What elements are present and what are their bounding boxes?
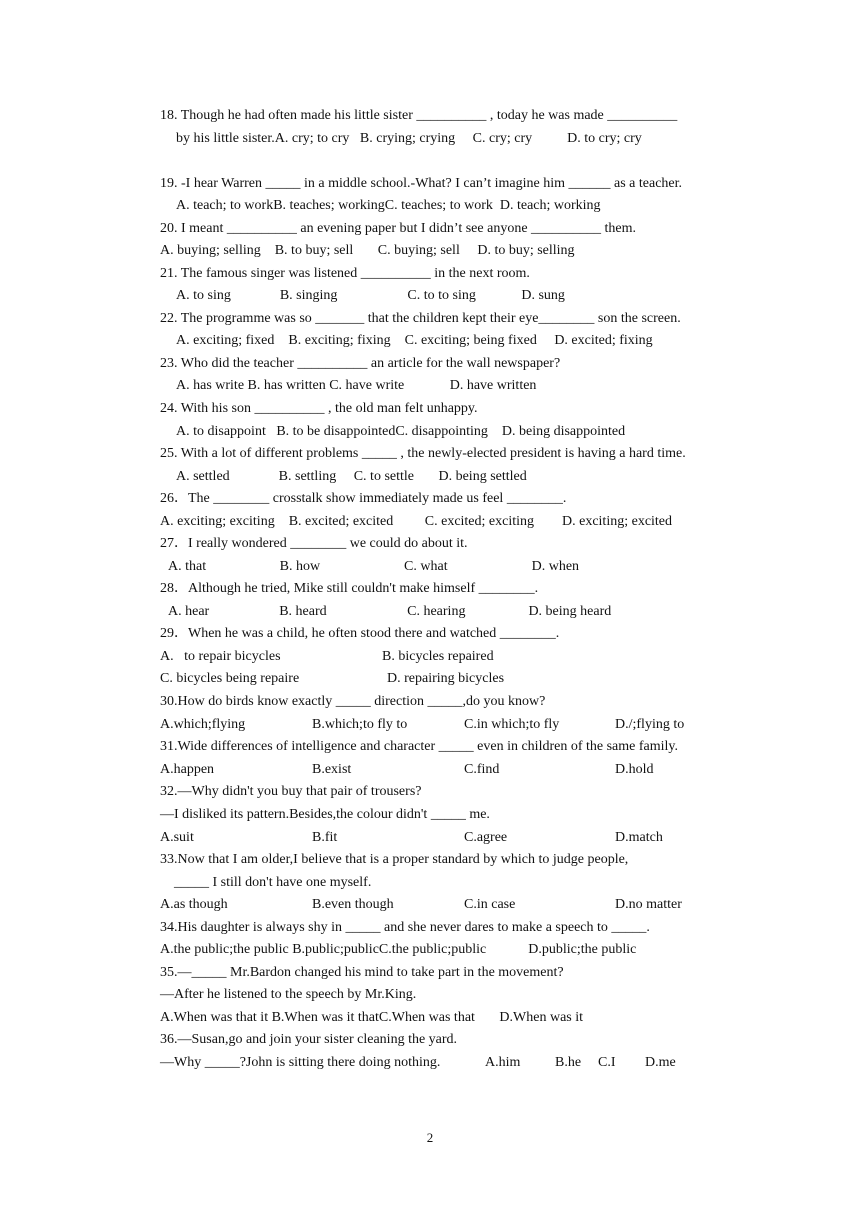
question-27: 27．I really wondered ________ we could do about it. xyxy=(160,536,468,551)
question-29: 29．When he was a child, he often stood there and watched ________. xyxy=(160,626,560,641)
question-30: 30.How do birds know exactly _____ direction _____,do you know? xyxy=(160,694,546,709)
question-20: 20. I meant __________ an evening paper but I didn’t see anyone __________ them. xyxy=(160,221,637,236)
question-27-options: A. that B. how C. what D. when xyxy=(168,559,580,574)
question-18: 18. Though he had often made his little sister __________ , today he was made __________ xyxy=(160,108,678,123)
question-35: 35.—_____ Mr.Bardon changed his mind to take part in the movement? xyxy=(160,965,564,980)
question-31: 31.Wide differences of intelligence and character _____ even in children of the same family. xyxy=(160,739,678,754)
question-33-option-a: A.as though xyxy=(160,897,228,912)
question-32-option-a: A.suit xyxy=(160,830,194,845)
question-32-option-d: D.match xyxy=(615,830,663,845)
question-30-option-d: D./;flying to xyxy=(615,717,685,732)
question-28-options: A. hear B. heard C. hearing D. being heard xyxy=(168,604,612,619)
question-26: 26．The ________ crosstalk show immediately made us feel ________. xyxy=(160,491,567,506)
question-20-options: A. buying; selling B. to buy; sell C. buying; sell D. to buy; selling xyxy=(160,243,575,258)
question-26-options: A. exciting; exciting B. excited; excited C. excited; exciting D. exciting; excited xyxy=(160,514,673,529)
question-35-options: A.When was that it B.When was it thatC.When was that D.When was it xyxy=(160,1010,584,1025)
question-31-option-d: D.hold xyxy=(615,762,654,777)
question-33-option-d: D.no matter xyxy=(615,897,682,912)
question-31-option-c: C.find xyxy=(464,762,500,777)
question-23: 23. Who did the teacher __________ an article for the wall newspaper? xyxy=(160,356,561,371)
question-32: 32.—Why didn't you buy that pair of trousers? xyxy=(160,784,422,799)
question-32-option-c: C.agree xyxy=(464,830,508,845)
question-30-option-b: B.which;to fly to xyxy=(312,717,408,732)
question-29-option-a: A. to repair bicycles xyxy=(160,649,281,664)
question-30-option-a: A.which;flying xyxy=(160,717,246,732)
question-36: 36.—Susan,go and join your sister cleaning the yard. xyxy=(160,1032,458,1047)
question-23-options: A. has write B. has written C. have write D. have written xyxy=(176,378,537,393)
question-31-option-b: B.exist xyxy=(312,762,352,777)
question-21-options: A. to sing B. singing C. to to sing D. sung xyxy=(176,288,565,303)
page-number: 2 xyxy=(426,1130,434,1145)
question-36-option-b: B.he xyxy=(555,1055,582,1070)
question-29-option-d: D. repairing bicycles xyxy=(387,671,505,686)
question-30-option-c: C.in which;to fly xyxy=(464,717,560,732)
question-22-options: A. exciting; fixed B. exciting; fixing C. exciting; being fixed D. excited; fixing xyxy=(176,333,653,348)
question-36-reply: —Why _____?John is sitting there doing nothing. xyxy=(160,1055,441,1070)
question-32-option-b: B.fit xyxy=(312,830,338,845)
question-29-option-c: C. bicycles being repaire xyxy=(160,671,300,686)
question-31-option-a: A.happen xyxy=(160,762,215,777)
question-33-option-c: C.in case xyxy=(464,897,516,912)
question-24: 24. With his son __________ , the old man felt unhappy. xyxy=(160,401,478,416)
question-19: 19. -I hear Warren _____ in a middle school.-What? I can’t imagine him ______ as a teacher. xyxy=(160,176,683,191)
question-19-options: A. teach; to workB. teaches; workingC. teaches; to work D. teach; working xyxy=(176,198,601,213)
question-25-options: A. settled B. settling C. to settle D. being settled xyxy=(176,469,527,484)
question-36-option-a: A.him xyxy=(485,1055,521,1070)
question-33-option-b: B.even though xyxy=(312,897,394,912)
question-33: 33.Now that I am older,I believe that is a proper standard by which to judge people, xyxy=(160,852,629,867)
question-35-reply: —After he listened to the speech by Mr.King. xyxy=(160,987,417,1002)
question-21: 21. The famous singer was listened __________ in the next room. xyxy=(160,266,530,281)
question-33-continued: _____ I still don't have one myself. xyxy=(174,875,372,890)
question-24-options: A. to disappoint B. to be disappointedC. disappointing D. being disappointed xyxy=(176,424,626,439)
question-18-options: by his little sister.A. cry; to cry B. crying; crying C. cry; cry D. to cry; cry xyxy=(176,131,642,146)
question-29-option-b: B. bicycles repaired xyxy=(382,649,494,664)
question-34: 34.His daughter is always shy in _____ and she never dares to make a speech to _____. xyxy=(160,920,650,935)
question-25: 25. With a lot of different problems _____ , the newly-elected president is having a hard time. xyxy=(160,446,686,461)
question-34-options: A.the public;the public B.public;publicC.the public;public D.public;the public xyxy=(160,942,637,957)
question-32-reply: —I disliked its pattern.Besides,the colour didn't _____ me. xyxy=(160,807,490,822)
question-22: 22. The programme was so _______ that the children kept their eye________ son the screen. xyxy=(160,311,681,326)
question-36-option-d: D.me xyxy=(645,1055,676,1070)
question-28: 28．Although he tried, Mike still couldn't make himself ________. xyxy=(160,581,539,596)
question-36-option-c: C.I xyxy=(598,1055,616,1070)
